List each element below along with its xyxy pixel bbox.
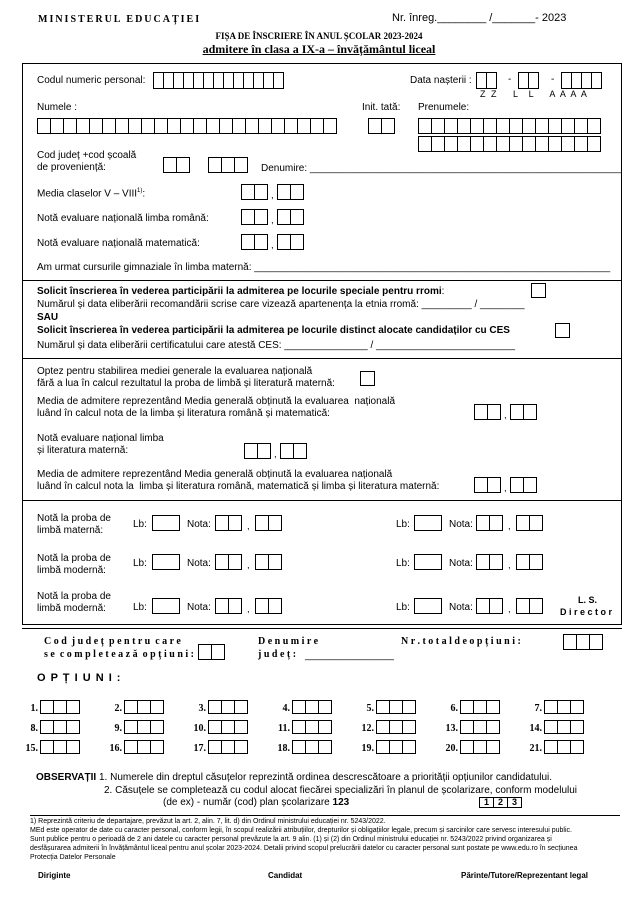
ces-checkbox[interactable]: [555, 323, 570, 338]
admit-avg2-label: Media de admitere reprezentând Media generală obținută la evaluarea națională luând în calcul nota la limba și literatura română, matematică și limba și literatura maternă:: [37, 469, 440, 492]
option-item: [188, 720, 248, 734]
option-code-input[interactable]: [544, 720, 584, 734]
option-number: 2.: [114, 703, 122, 714]
option-number: 21.: [529, 743, 542, 754]
option-number: 13.: [445, 723, 458, 734]
option-code-input[interactable]: [544, 740, 584, 754]
option-number: 4.: [282, 703, 290, 714]
grade-mt-dec-input[interactable]: [280, 443, 307, 459]
options-county-code-input[interactable]: [198, 644, 225, 660]
birth-month-input[interactable]: [518, 72, 539, 89]
school-name-field[interactable]: Denumire: ________________________________________________________: [261, 163, 622, 174]
total-options-input[interactable]: [563, 634, 603, 650]
option-item: [20, 700, 80, 714]
option-item: [104, 740, 164, 754]
exam-modern-lang1-label: Notă la proba de limbă modernă:: [37, 553, 111, 576]
last-name-input[interactable]: [37, 118, 337, 134]
grade-int-input[interactable]: [476, 554, 503, 570]
admit-avg-label: Media de admitere reprezentând Media generală obținută la evaluarea națională luând în calcul nota de la limba și literatura română și matematică:: [37, 396, 396, 419]
admit-avg-int-input[interactable]: [474, 404, 501, 420]
grade-int-input[interactable]: [476, 515, 503, 531]
avg-5-8-label: Media claselor V – VIII$^{1)}$:: [37, 188, 146, 200]
option-code-input[interactable]: [40, 740, 80, 754]
roma-title: Solicit înscrierea în vederea participării la admiterea pe locurile speciale pentru rromi:: [37, 286, 445, 297]
ces-certificate-field[interactable]: Numărul și data eliberării certificatului care atestă CES: _______________ / _________________________: [37, 340, 516, 351]
grade-int-input[interactable]: [215, 598, 242, 614]
admit-avg2-dec-input[interactable]: [510, 477, 537, 493]
remarks-line1: OBSERVAȚII 1. Numerele din dreptul căsuțelor reprezintă ordinea descrescătoare a priorității opțiunilor candidatului.: [36, 772, 553, 783]
language-input[interactable]: [414, 554, 442, 570]
cnp-input[interactable]: [153, 72, 284, 89]
language-input[interactable]: [152, 515, 180, 531]
grade-dec-input[interactable]: [255, 554, 282, 570]
option-number: 18.: [277, 743, 290, 754]
option-code-input[interactable]: [292, 720, 332, 734]
footnote-2: MEd este operator de date cu caracter personal, conform legii, în scopul realizării atribuțiilor, drepturilor și obligațiilor legale, precum și sarcinilor care servesc interesului public.: [30, 827, 572, 834]
language-input[interactable]: [414, 598, 442, 614]
option-number: 8.: [30, 723, 38, 734]
grade-math-dec-input[interactable]: [277, 234, 304, 250]
option-number: 6.: [450, 703, 458, 714]
option-number: 17.: [193, 743, 206, 754]
county-school-code-label: Cod județ +cod școală de proveniență:: [37, 150, 137, 173]
grade-dec-input[interactable]: [516, 598, 543, 614]
registration-number: Nr. înreg.________ /_______- 2023: [392, 12, 567, 24]
exam-modern-lang2-label: Notă la proba de limbă modernă:: [37, 591, 111, 614]
option-number: 10.: [193, 723, 206, 734]
option-number: 12.: [361, 723, 374, 734]
grade-ro-label: Notă evaluare națională limba română:: [37, 213, 209, 224]
language-input[interactable]: [152, 598, 180, 614]
footnote-1: 1) Reprezintă criteriu de departajare, prevăzut la art. 2, alin. 7, lit. d) din Ordinul ministrului educației nr. 5243/2022.: [30, 818, 386, 825]
first-name-label: Prenumele:: [418, 102, 470, 113]
last-name-label: Numele :: [37, 102, 78, 113]
option-item: [104, 720, 164, 734]
mother-tongue-field[interactable]: Am urmat cursurile gimnaziale în limba maternă: ________________________________________________________________: [37, 262, 611, 273]
director-label: D i r e c t o r: [560, 607, 613, 617]
option-number: 9.: [114, 723, 122, 734]
divider: [22, 628, 622, 629]
birth-date-legend: Z Z L L A A A A: [480, 89, 587, 99]
father-initial-input[interactable]: [368, 118, 395, 134]
first-name-input-row1[interactable]: [418, 118, 601, 134]
option-code-input[interactable]: [292, 700, 332, 714]
father-initial-label: Init. tată:: [362, 102, 401, 113]
grade-math-label: Notă evaluare națională matematică:: [37, 238, 200, 249]
option-code-input[interactable]: [460, 720, 500, 734]
grade-dec-input[interactable]: [516, 554, 543, 570]
opt-out-mother-tongue-checkbox[interactable]: [360, 371, 375, 386]
footnote-divider: [30, 815, 620, 816]
option-number: 14.: [529, 723, 542, 734]
language-input[interactable]: [152, 554, 180, 570]
grade-ro-int-input[interactable]: [241, 209, 268, 225]
first-name-input-row2[interactable]: [418, 136, 601, 152]
grade-dec-input[interactable]: [255, 598, 282, 614]
grade-dec-input[interactable]: [255, 515, 282, 531]
cnp-label: Codul numeric personal:: [37, 75, 146, 86]
option-item: [524, 700, 584, 714]
option-item: [188, 700, 248, 714]
grade-int-input[interactable]: [215, 554, 242, 570]
option-item: [356, 720, 416, 734]
option-code-input[interactable]: [124, 700, 164, 714]
total-options-label: N r . t o t a l d e o p ț i u n i :: [401, 636, 521, 647]
signature-parent: Părinte/Tutore/Reprezentant legal: [461, 871, 588, 880]
grade-dec-input[interactable]: [516, 515, 543, 531]
option-item: [20, 740, 80, 754]
county-name-field[interactable]: ________________: [305, 650, 394, 661]
county-name-label: D e n u m i r e j u d e ț :: [258, 636, 319, 660]
avg-5-8-int-input[interactable]: [241, 184, 268, 200]
option-item: [272, 720, 332, 734]
option-code-input[interactable]: [460, 740, 500, 754]
seal-label: L. S.: [578, 595, 598, 605]
option-item: [188, 740, 248, 754]
option-code-input[interactable]: [544, 700, 584, 714]
footnote-4: desfășurarea admiterii în învățământul liceal pentru anul școlar 2023-2024. Detalii privind scopul prelucrării datelor cu caracter personal sunt postate pe www.edu.ro în secțiunea: [30, 845, 578, 852]
option-code-input[interactable]: [208, 720, 248, 734]
grade-int-input[interactable]: [215, 515, 242, 531]
signature-candidate: Candidat: [268, 871, 303, 880]
option-code-input[interactable]: [208, 700, 248, 714]
school-code-input[interactable]: [208, 157, 248, 173]
grade-mother-tongue-label: Notă evaluare național limba și literatura maternă:: [37, 433, 164, 456]
roma-checkbox[interactable]: [531, 283, 546, 298]
divider: [22, 358, 622, 359]
option-item: [524, 740, 584, 754]
option-number: 15.: [25, 743, 38, 754]
grade-math-int-input[interactable]: [241, 234, 268, 250]
option-item: [440, 740, 500, 754]
option-code-input[interactable]: [376, 740, 416, 754]
remarks-line2: 2. Căsuțele se completează cu codul alocat fiecărei specializări în planul de școlarizare, conform modelului: [104, 785, 578, 796]
option-item: [440, 700, 500, 714]
option-code-input[interactable]: [460, 700, 500, 714]
option-item: [356, 700, 416, 714]
admit-avg2-int-input[interactable]: [474, 477, 501, 493]
enrollment-form: MINISTERUL EDUCAȚIEI Nr. înreg.________ /_______- 2023 FIȘA DE ÎNSCRIERE ÎN ANUL ȘCOLAR 2023-2024 admitere în clasa a IX-a – învățământul liceal Codul numeric personal: Data nașterii : - - Z Z L L A A A A Numele : Init. tată: Prenumele: Cod județ +cod școală de proveniență: Denumire: ________________________________________________________ Media claselor V – VIII$^{1)}$: , Notă evaluare națională limba română: , Notă evaluare națională matematică: , Am urmat cursurile gimnaziale în limba maternă: ________________________________________________________________ Solicit înscrierea în vederea participării la admiterea pe locurile speciale pentru rromi: Numărul și data eliberării recomandării scrise care vizează apartenența la etnia rromă: _________ / ________ SAU Solicit înscrierea în vederea participării la admiterea pe locurile distinct alocate candidaților cu CES Numărul și data eliberării certificatului care atestă CES: _______________ / _________________________ Optez pentru stabilirea mediei generale la evaluarea națională fără a lua în calcul rezultatul la proba de limbă și literatură maternă: Media de admitere reprezentând Media generală obținută la evaluarea națională luând în calcul nota de la limba și literatura română și matematică: , Notă evaluare național limba și literatura maternă: , Media de admitere reprezentând Media generală obținută la evaluarea națională luând în calcul nota la limba și literatura română, matematică și limba și literatura maternă: , Notă la proba de limbă maternă: Notă la proba de limbă modernă: Notă la proba de limbă modernă: Lb: Nota: , Lb: Nota: , Lb: Nota: , Lb: Nota: , Lb: Nota: , Lb: Nota: , L. S. D i r e c t o r C o d j u d e ț p e n t r u c a r e s e c o m p l e t e a z ă o p ț i u n i : D e n u m i r e j u d e ț : ________________ N r . t o t a l d e o p ț i u n i : O P Ț I U N I : 1. 2. 3. 4. 5. 6. 7. 8. 9. 10. 11. 12. 13. 14. 15. 16. 17. 18. 19. 20. 21. OBSERVAȚII 1. Numerele din dreptul căsuțelor reprezintă ordinea descrescătoare a priorității opțiunilor candidatului. 2. Căsuțele se completează cu codul alocat fiecărei specializări în planul de școlarizare, conform modelului (de ex) - număr (cod) plan școlarizare 123 1 2 3 1) Reprezintă criteriu de departajare, prevăzut la art. 2, alin. 7, lit. d) din Ordinul ministrului educației nr. 5243/2022. MEd este operator de date cu caracter personal, conform legii, în scopul realizării atribuțiilor, drepturilor și obligațiilor legale, precum și sarcinilor care servesc interesului public. Sunt publice pentru o perioadă de 2 ani datele cu caracter personal prevăzute la art. 9 alin. (1) și (2) din Ordinul ministrului educației nr. 5243/2022 privind organizarea și desfășurarea admiterii în învățământul liceal pentru anul școlar 2023-2024. Detalii privind scopul prelucrării datelor cu caracter personal sunt postate pe www.edu.ro în secțiunea Protecția Datelor Personale Diriginte Candidat Părinte/Tutore/Reprezentant legal: [0, 0, 638, 902]
option-number: 20.: [445, 743, 458, 754]
option-number: 11.: [278, 723, 290, 734]
grade-mt-int-input[interactable]: [244, 443, 271, 459]
option-code-input[interactable]: [40, 700, 80, 714]
option-code-input[interactable]: [376, 720, 416, 734]
option-code-input[interactable]: [208, 740, 248, 754]
option-item: [524, 720, 584, 734]
divider: [22, 280, 622, 281]
option-code-input[interactable]: [376, 700, 416, 714]
option-code-input[interactable]: [124, 740, 164, 754]
county-code-input[interactable]: [163, 157, 190, 173]
roma-recommendation-field[interactable]: Numărul și data eliberării recomandării scrise care vizează apartenența la etnia rromă: _________ / ________: [37, 299, 525, 310]
language-input[interactable]: [414, 515, 442, 531]
form-subtitle: admitere în clasa a IX-a – învățământul liceal: [202, 42, 436, 56]
footnote-3: Sunt publice pentru o perioadă de 2 ani datele cu caracter personal prevăzute la art. 9 alin. (1) și (2) din Ordinul ministrului educației nr. 5243/2022 privind organizarea și: [30, 836, 552, 843]
birth-year-input[interactable]: [561, 72, 602, 89]
option-item: [20, 720, 80, 734]
form-title: FIȘA DE ÎNSCRIERE ÎN ANUL ȘCOLAR 2023-2024: [215, 31, 423, 41]
option-code-input[interactable]: [292, 740, 332, 754]
grade-ro-dec-input[interactable]: [277, 209, 304, 225]
option-item: [356, 740, 416, 754]
example-code-boxes: 1 2 3: [480, 797, 522, 808]
grade-int-input[interactable]: [476, 598, 503, 614]
birth-date-label: Data nașterii :: [410, 75, 472, 86]
admit-avg-dec-input[interactable]: [510, 404, 537, 420]
exam-mother-tongue-label: Notă la proba de limbă maternă:: [37, 513, 111, 536]
ministry-name: MINISTERUL EDUCAȚIEI: [38, 14, 202, 25]
option-item: [272, 700, 332, 714]
options-title: O P Ț I U N I :: [37, 672, 122, 684]
option-number: 7.: [534, 703, 542, 714]
divider: [22, 500, 622, 501]
option-item: [104, 700, 164, 714]
birth-day-input[interactable]: [476, 72, 497, 89]
options-county-code-label: C o d j u d e ț p e n t r u c a r e s e c o m p l e t e a z ă o p ț i u n i :: [44, 636, 194, 660]
option-code-input[interactable]: [124, 720, 164, 734]
opt-out-mother-tongue-label: Optez pentru stabilirea mediei generale la evaluarea națională fără a lua în calcul rezultatul la proba de limbă și literatură maternă:: [37, 366, 335, 389]
option-number: 16.: [109, 743, 122, 754]
avg-5-8-dec-input[interactable]: [277, 184, 304, 200]
option-item: [440, 720, 500, 734]
option-number: 19.: [361, 743, 374, 754]
option-number: 1.: [30, 703, 38, 714]
option-number: 3.: [198, 703, 206, 714]
remarks-line3: (de ex) - număr (cod) plan școlarizare 123: [163, 797, 350, 808]
or-label: SAU: [37, 312, 59, 323]
option-number: 5.: [366, 703, 374, 714]
option-code-input[interactable]: [40, 720, 80, 734]
ces-title: Solicit înscrierea în vederea participării la admiterea pe locurile distinct alocate candidaților cu CES: [37, 325, 510, 336]
option-item: [272, 740, 332, 754]
signature-homeroom-teacher: Diriginte: [38, 871, 71, 880]
footnote-5: Protecția Datelor Personale: [30, 854, 116, 861]
